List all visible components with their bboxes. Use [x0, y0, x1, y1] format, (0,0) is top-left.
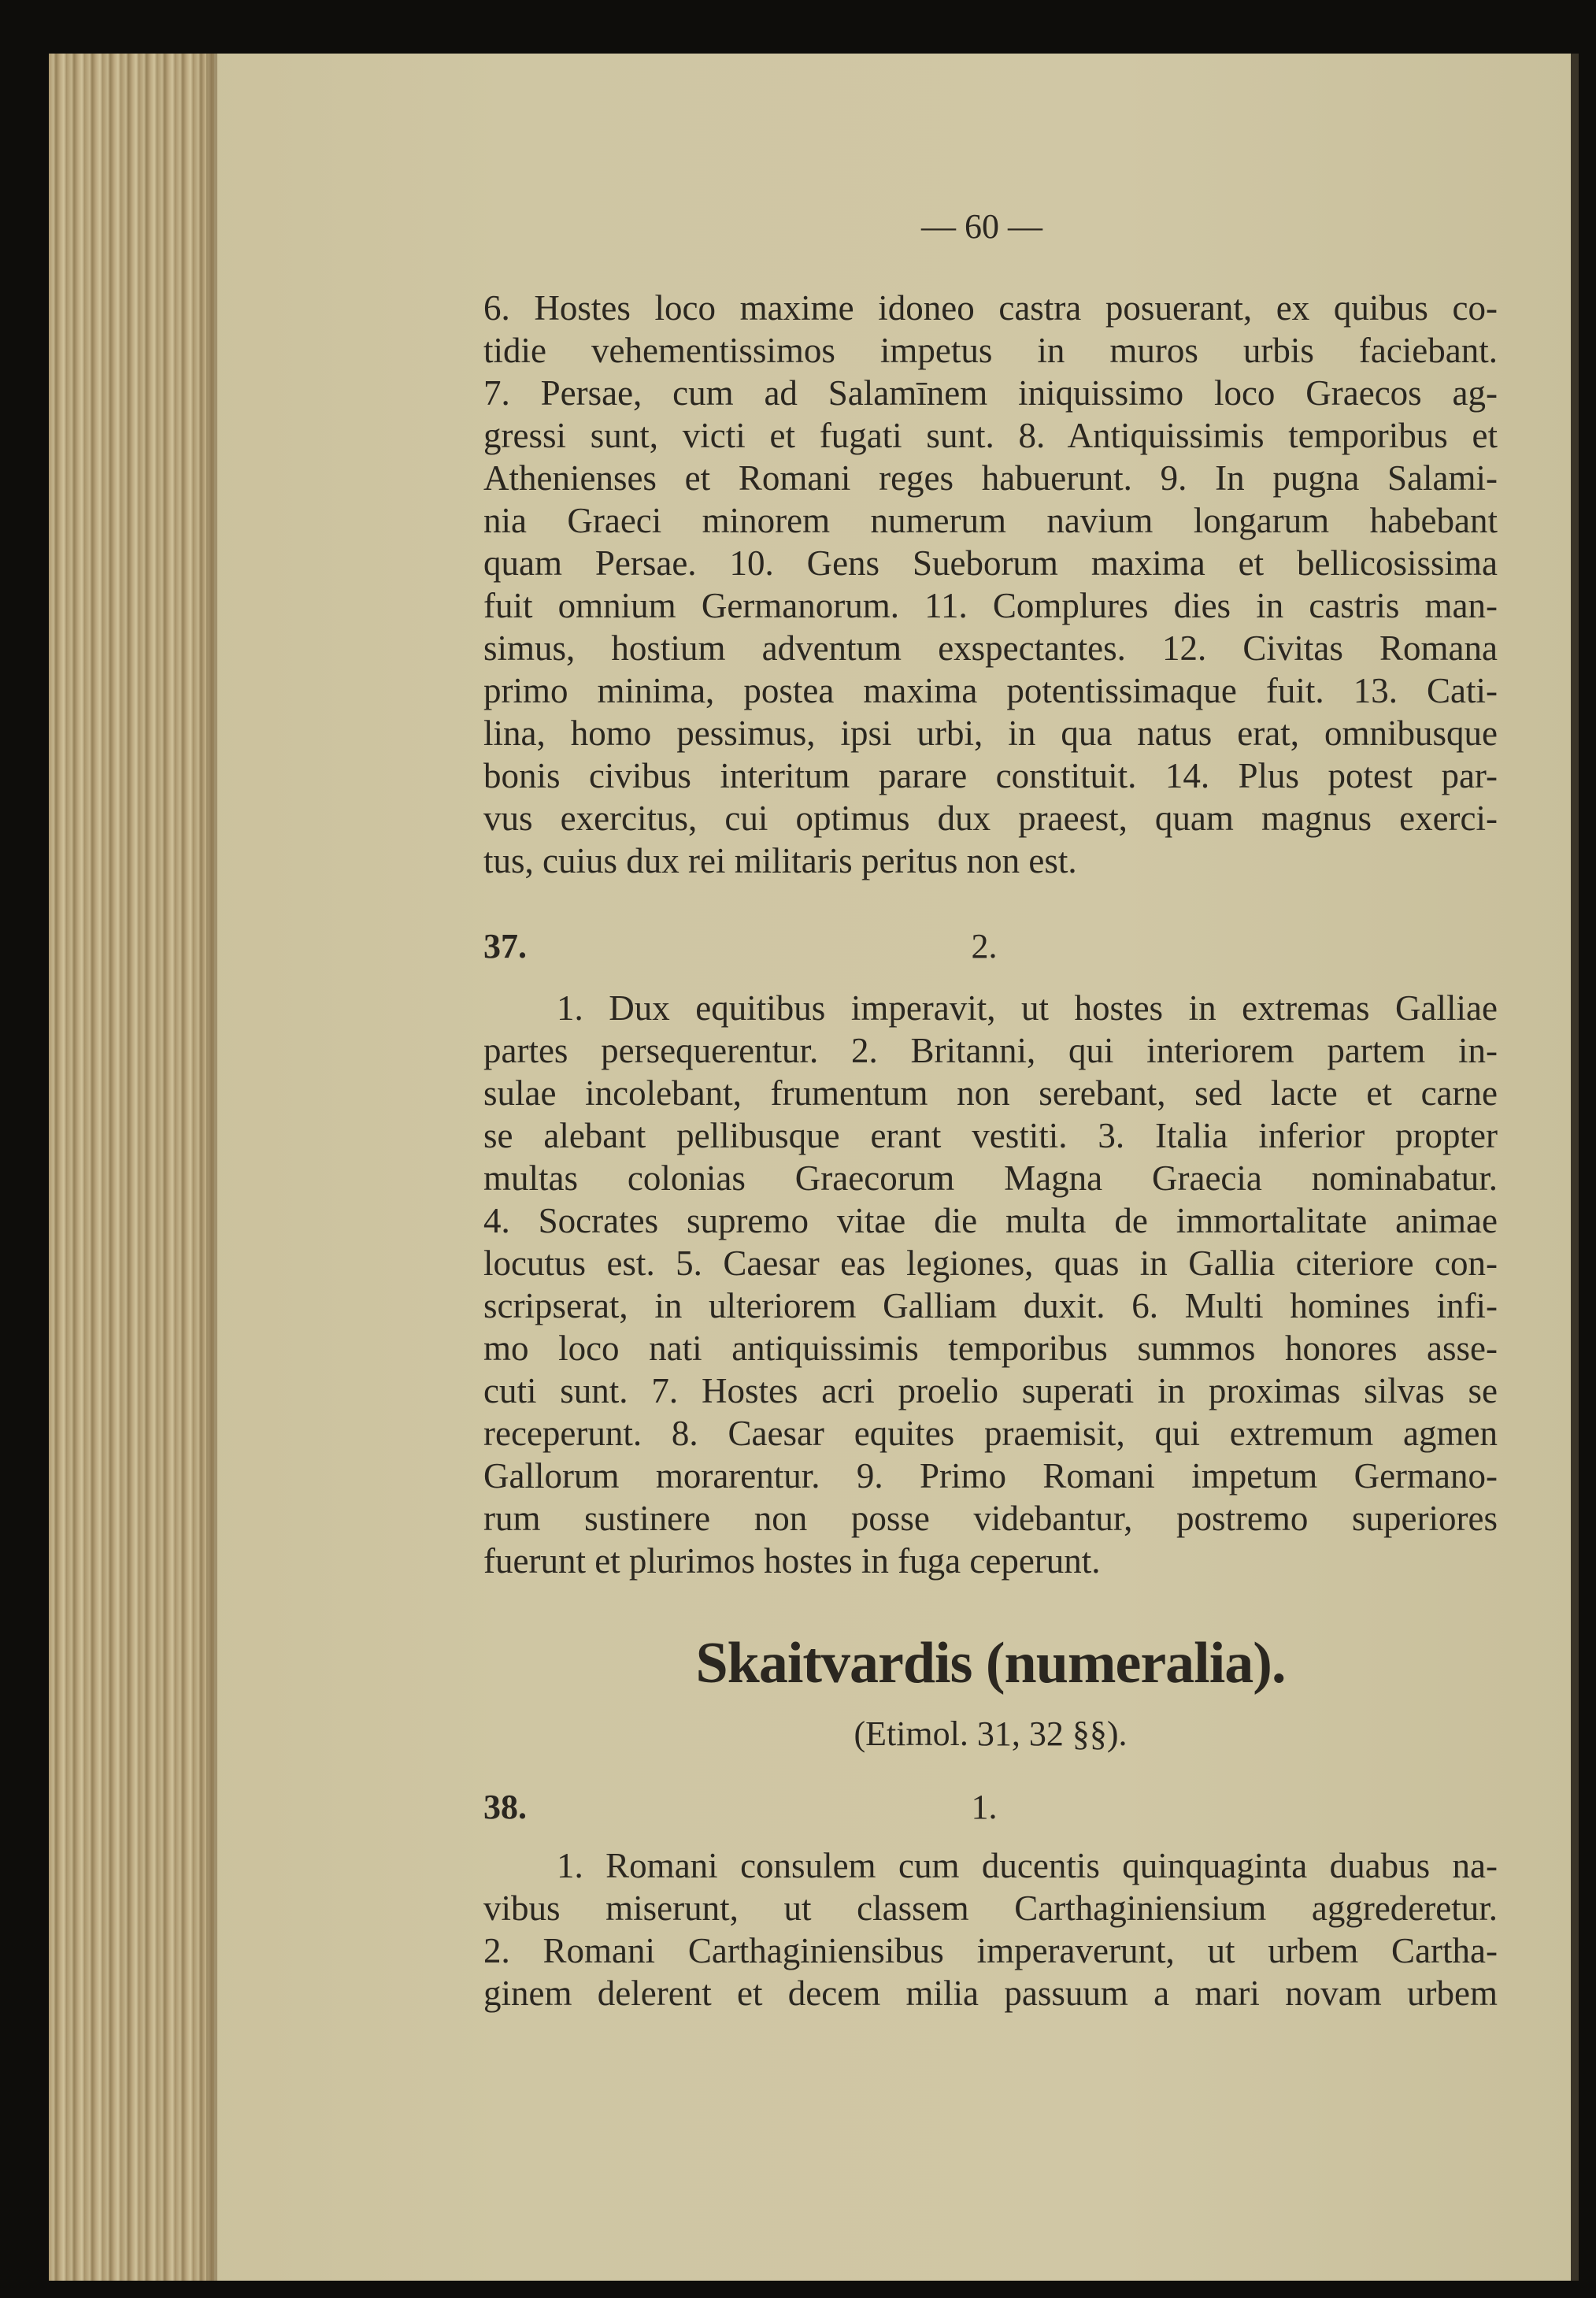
text-line: 2. Romani Carthaginiensibus imperaverunt, ut urbem Cartha-	[483, 1931, 1498, 1970]
text-line: 1. Dux equitibus imperavit, ut hostes in extremas Galliae	[557, 988, 1498, 1028]
text-line: locutus est. 5. Caesar eas legiones, quas in Gallia citeriore con-	[483, 1244, 1498, 1283]
text-line: partes persequerentur. 2. Britanni, qui interiorem partem in-	[483, 1031, 1498, 1070]
text-line: receperunt. 8. Caesar equites praemisit, qui extremum agmen	[483, 1414, 1498, 1453]
paragraph-2	[483, 987, 1498, 1582]
text-line: fuit omnium Germanorum. 11. Complures dies in castris man-	[483, 586, 1498, 625]
section-number: 38.	[483, 1788, 527, 1826]
text-line: lina, homo pessimus, ipsi urbi, in qua natus erat, omnibusque	[483, 713, 1498, 753]
section-number: 37.	[483, 927, 527, 966]
text-line: quam Persae. 10. Gens Sueborum maxima et bellicosissima	[483, 543, 1498, 583]
text-line: Gallorum morarentur. 9. Primo Romani impetum Germano-	[483, 1456, 1498, 1496]
text-line: se alebant pellibusque erant vestiti. 3. Italia inferior propter	[483, 1116, 1498, 1155]
text-line: vibus miserunt, ut classem Carthaginiensium aggrederetur.	[483, 1888, 1498, 1928]
text-line: rum sustinere non posse videbantur, postremo superiores	[483, 1499, 1498, 1538]
section-subtitle: (Etimol. 31, 32 §§).	[854, 1714, 1128, 1753]
text-line: 4. Socrates supremo vitae die multa de immortalitate animae	[483, 1201, 1498, 1240]
subsection-number: 2.	[971, 927, 998, 966]
text-line: scripserat, in ulteriorem Galliam duxit. 6. Multi homines infi-	[483, 1286, 1498, 1325]
paragraph-1	[483, 287, 1498, 882]
text-line: gressi sunt, victi et fugati sunt. 8. Antiquissimis temporibus et	[483, 416, 1498, 455]
section-37-header	[483, 925, 1498, 968]
text-line: ginem delerent et decem milia passuum a mari novam urbem	[483, 1974, 1498, 2013]
text-line: vus exercitus, cui optimus dux praeest, quam magnus exerci-	[483, 799, 1498, 838]
text-line: sulae incolebant, frumentum non serebant, sed lacte et carne	[483, 1073, 1498, 1113]
text-line: cuti sunt. 7. Hostes acri proelio superati in proximas silvas se	[483, 1371, 1498, 1410]
section-heading: Skaitvardis (numeralia).	[695, 1631, 1286, 1696]
text-line: 1. Romani consulem cum ducentis quinquaginta duabus na-	[557, 1846, 1498, 1885]
page-number: — 60 —	[921, 207, 1042, 246]
page-edges-gutter	[49, 54, 214, 2281]
text-line: Athenienses et Romani reges habuerunt. 9. In pugna Salami-	[483, 458, 1498, 498]
text-line: primo minima, postea maxima potentissimaque fuit. 13. Cati-	[483, 671, 1498, 710]
text-line: nia Graeci minorem numerum navium longarum habebant	[483, 501, 1498, 540]
text-line: multas colonias Graecorum Magna Graecia nominabatur.	[483, 1158, 1498, 1198]
text-line: simus, hostium adventum exspectantes. 12. Civitas Romana	[483, 628, 1498, 668]
text-line: 6. Hostes loco maxime idoneo castra posuerant, ex quibus co-	[483, 288, 1498, 328]
paragraph-3	[483, 1844, 1498, 2014]
section-38-header	[483, 1786, 1498, 1829]
subsection-number: 1.	[971, 1788, 998, 1826]
text-line: 7. Persae, cum ad Salamīnem iniquissimo loco Graecos ag-	[483, 373, 1498, 413]
text-line: tus, cuius dux rei militaris peritus non est.	[483, 841, 1077, 880]
text-line: tidie vehementissimos impetus in muros urbis faciebant.	[483, 331, 1498, 370]
page-right-edge	[1571, 54, 1579, 2281]
gutter-shadow	[206, 54, 217, 2281]
text-line: fuerunt et plurimos hostes in fuga ceperunt.	[483, 1541, 1101, 1581]
text-line: mo loco nati antiquissimis temporibus summos honores asse-	[483, 1329, 1498, 1368]
text-line: bonis civibus interitum parare constituit. 14. Plus potest par-	[483, 756, 1498, 795]
